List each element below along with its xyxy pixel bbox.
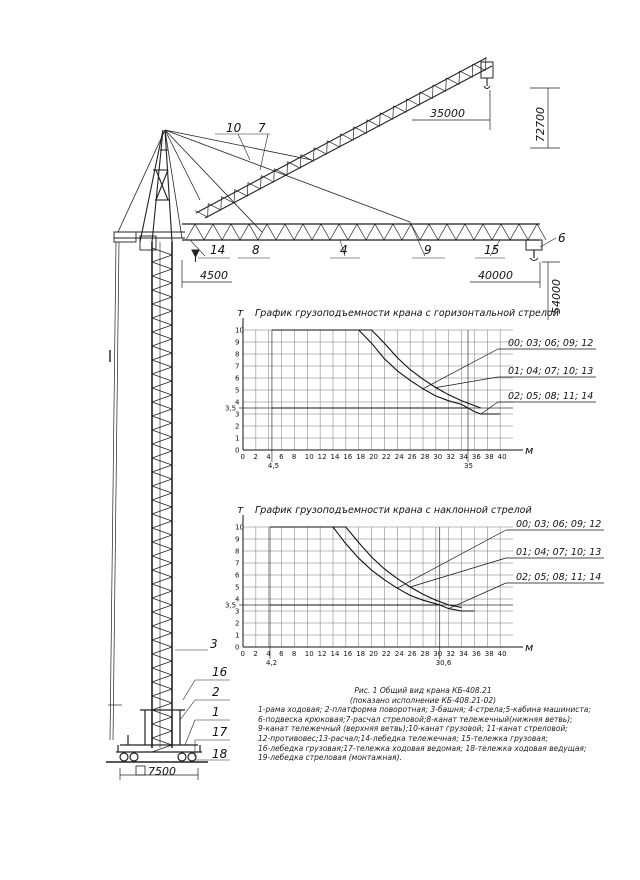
x-tick-label: 36	[471, 453, 481, 461]
x-tick-label: 0	[240, 650, 245, 658]
chart-title: График грузоподъемности крана с горизонтальной стрелой	[255, 308, 559, 319]
series-line	[272, 408, 500, 414]
y-tick-label: 4	[235, 595, 240, 604]
x-tick-label: 20	[369, 650, 378, 658]
callout-4: 4	[340, 243, 348, 257]
legend-leader	[410, 558, 506, 587]
y-tick-label: 5	[235, 583, 240, 592]
legend-leader	[436, 377, 498, 388]
x-tick-label: 34	[459, 650, 468, 658]
x-axis-label: м	[525, 444, 534, 457]
callouts	[210, 121, 566, 761]
x-tick-label: 6	[279, 453, 284, 461]
dimension-lines	[120, 88, 560, 780]
x-tick-label: 2	[253, 453, 258, 461]
figure-caption	[258, 686, 591, 763]
x-tick-label: 8	[291, 650, 297, 658]
dimension-labels	[136, 107, 563, 778]
y-tick-label: 4	[235, 398, 240, 407]
legend-entry: 00; 03; 06; 09; 12	[508, 338, 594, 349]
y-tick-label: 1	[235, 631, 240, 640]
callout-3: 3	[210, 637, 218, 651]
callout-1: 1	[212, 705, 220, 719]
callout-8: 8	[252, 243, 260, 257]
x-tick-label: 38	[484, 650, 494, 658]
x-tick-label: 32	[446, 650, 456, 658]
x-tick-label: 18	[356, 650, 366, 658]
caption-line: 12-противовес;13-расчал;14-лебедка тележечная; 15-тележка грузовая;	[258, 733, 548, 743]
x-tick-label: 2	[253, 650, 258, 658]
callout-14: 14	[210, 243, 226, 257]
legend-entry: 02; 05; 08; 11; 14	[516, 572, 602, 583]
caption-line: 16-лебедка грузовая;17-тележка ходовая ведомая; 18-тележка ходовая ведущая;	[258, 743, 587, 753]
x-tick-label: 24	[394, 453, 404, 461]
x-tick-label: 38	[484, 453, 494, 461]
x-tick-label: 30	[433, 650, 443, 658]
series-line	[270, 605, 474, 611]
base-size-square-symbol	[136, 766, 145, 775]
tower	[152, 242, 172, 752]
callout-2: 2	[212, 685, 220, 699]
x-tick-label: 36	[471, 650, 481, 658]
dim-jib-reach-horizontal: 40000	[478, 269, 513, 282]
caption-line: 9-канат тележечный (верхняя ветвь);10-канат грузовой; 11-канат стреловой;	[258, 724, 568, 734]
dim-height-horizontal: 54000	[550, 279, 563, 314]
tower-head	[140, 130, 172, 242]
chart-inclined-jib	[225, 503, 604, 667]
y-extra-tick-label: 3,5	[225, 404, 237, 413]
callout-18: 18	[212, 747, 228, 761]
x-tick-label: 24	[394, 650, 404, 658]
callout-7: 7	[258, 121, 266, 135]
y-tick-label: 3	[235, 607, 240, 616]
x-tick-label: 4	[266, 650, 271, 658]
y-tick-label: 7	[235, 362, 240, 371]
x-tick-label: 28	[420, 650, 430, 658]
x-tick-label: 26	[407, 650, 417, 658]
assembly-cable	[108, 242, 122, 740]
x-tick-label: 10	[304, 453, 314, 461]
legend-entry: 02; 05; 08; 11; 14	[508, 391, 594, 402]
x-tick-label: 22	[381, 650, 391, 658]
x-tick-label: 8	[291, 453, 297, 461]
x-extra-tick-label: 30,6	[435, 659, 452, 667]
legend-entry: 01; 04; 07; 10; 13	[508, 366, 594, 377]
y-axis-label: т	[237, 306, 244, 319]
x-tick-label: 12	[317, 453, 327, 461]
x-tick-label: 32	[446, 453, 456, 461]
x-tick-label: 10	[304, 650, 314, 658]
x-extra-tick-label: 35	[464, 462, 473, 470]
x-tick-label: 34	[459, 453, 468, 461]
x-tick-label: 12	[317, 650, 327, 658]
x-tick-label: 22	[381, 453, 391, 461]
y-tick-label: 7	[235, 559, 240, 568]
y-axis-label: т	[237, 503, 244, 516]
y-tick-label: 5	[235, 386, 240, 395]
chart-horizontal-jib	[225, 306, 596, 470]
x-tick-label: 30	[433, 453, 443, 461]
dim-counter-jib: 4500	[200, 269, 228, 282]
x-tick-label: 4	[266, 453, 271, 461]
x-axis-label: м	[525, 641, 534, 654]
y-extra-tick-label: 3,5	[225, 601, 237, 610]
callout-15: 15	[484, 243, 500, 257]
x-tick-label: 16	[343, 453, 353, 461]
x-tick-label: 28	[420, 453, 430, 461]
legend-leader	[423, 349, 498, 389]
caption-subtitle: (показано исполнение КБ-408.21-02)	[349, 695, 497, 705]
x-tick-label: 40	[497, 453, 507, 461]
y-tick-label: 3	[235, 410, 240, 419]
callout-10: 10	[226, 121, 242, 135]
dim-base-size: 7500	[148, 765, 176, 778]
series-line	[272, 330, 481, 408]
y-tick-label: 10	[235, 326, 244, 335]
y-tick-label: 10	[235, 523, 244, 532]
x-tick-label: 6	[279, 650, 284, 658]
series-line	[272, 330, 468, 408]
caption-title: Рис. 1 Общий вид крана КБ-408.21	[354, 686, 492, 695]
y-tick-label: 8	[235, 547, 240, 556]
caption-line: 6-подвеска крюковая;7-расчал стреловой;8-канат тележечный(нижняя ветвь);	[258, 714, 573, 724]
x-tick-label: 40	[497, 650, 507, 658]
x-tick-label: 26	[407, 453, 417, 461]
y-tick-label: 9	[235, 338, 240, 347]
x-tick-label: 14	[330, 453, 340, 461]
callout-6: 6	[558, 231, 566, 245]
dim-height-inclined: 72700	[534, 107, 547, 142]
callout-16: 16	[212, 665, 228, 679]
x-tick-label: 16	[343, 650, 353, 658]
y-tick-label: 9	[235, 535, 240, 544]
y-tick-label: 0	[235, 446, 240, 455]
y-tick-label: 0	[235, 643, 240, 652]
callout-9: 9	[424, 243, 432, 257]
chart-title: График грузоподъемности крана с наклонной стрелой	[255, 505, 532, 516]
legend-entry: 01; 04; 07; 10; 13	[516, 547, 602, 558]
x-tick-label: 14	[330, 650, 340, 658]
y-tick-label: 6	[235, 374, 240, 383]
legend-leader	[397, 530, 506, 588]
x-tick-label: 20	[369, 453, 378, 461]
y-tick-label: 2	[235, 619, 240, 628]
x-tick-label: 18	[356, 453, 366, 461]
x-tick-label: 0	[240, 453, 245, 461]
x-extra-tick-label: 4,5	[267, 462, 280, 470]
y-tick-label: 2	[235, 422, 240, 431]
caption-line: 19-лебедка стреловая (монтажная).	[258, 753, 402, 763]
y-tick-label: 8	[235, 350, 240, 359]
y-tick-label: 6	[235, 571, 240, 580]
caption-line: 1-рама ходовая; 2-платформа поворотная; 3-башня; 4-стрела;5-кабина машиниста;	[258, 705, 591, 715]
y-tick-label: 1	[235, 434, 240, 443]
counter-jib	[114, 232, 199, 262]
dim-jib-reach-inclined: 35000	[430, 107, 465, 120]
callout-17: 17	[212, 725, 228, 739]
x-extra-tick-label: 4,2	[266, 659, 278, 667]
legend-entry: 00; 03; 06; 09; 12	[516, 519, 602, 530]
